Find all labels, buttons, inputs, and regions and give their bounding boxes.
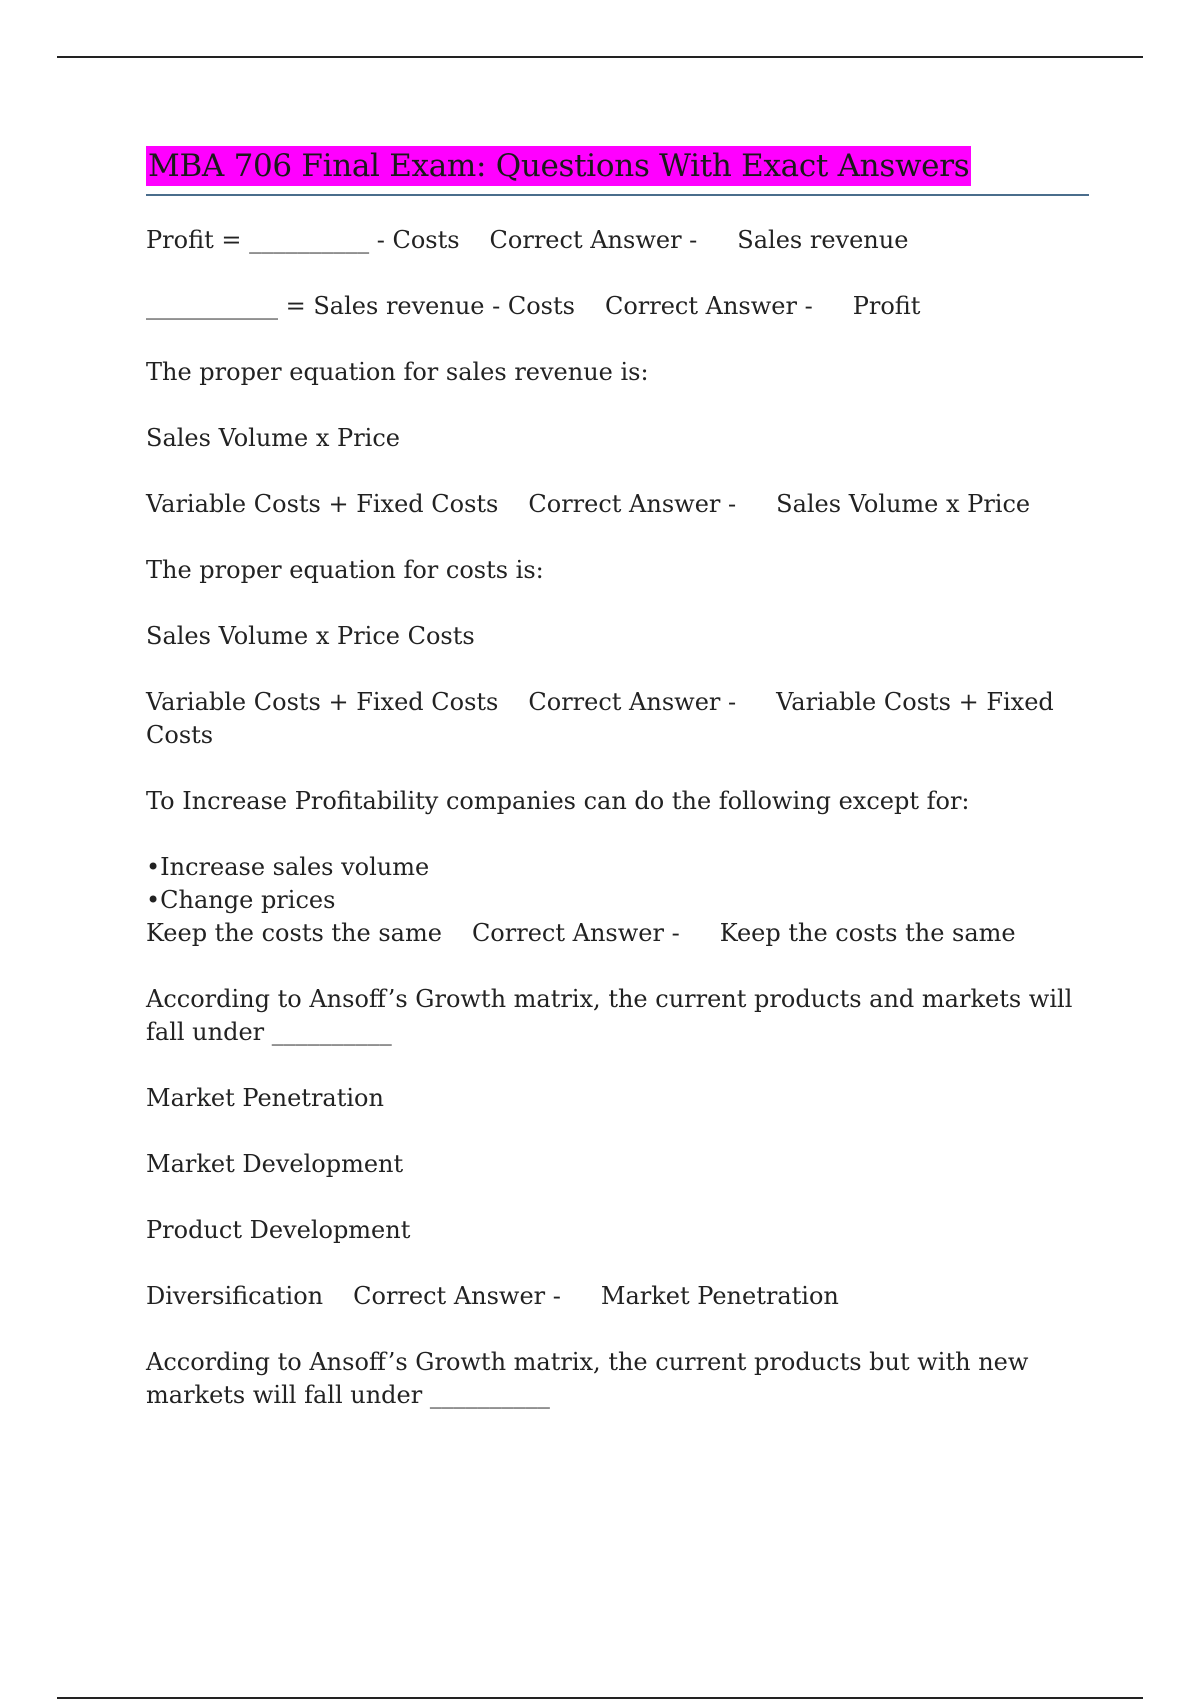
option-text: Sales Volume x Price Costs <box>146 622 475 650</box>
document-body <box>146 146 1089 1445</box>
answer-text: Sales Volume x Price <box>776 490 1031 518</box>
question-prompt: The proper equation for sales revenue is: <box>146 358 649 386</box>
question-text: Diversification <box>146 1282 324 1310</box>
qa-line <box>146 290 1089 323</box>
title-block <box>146 146 1089 196</box>
question-prompt: To Increase Profitability companies can do the following except for: <box>146 787 970 815</box>
answer-text: Market Penetration <box>600 1282 839 1310</box>
option-text: •Increase sales volume <box>146 853 430 881</box>
option-text: Sales Volume x Price <box>146 424 400 452</box>
answer-label: Correct Answer - <box>353 1282 561 1310</box>
option-text: Product Development <box>146 1216 411 1244</box>
question-prompt: According to Ansoff’s Growth matrix, the current products but with new markets will fall under __________ <box>146 1348 1029 1409</box>
option-text: Market Penetration <box>146 1084 384 1112</box>
question-text: Variable Costs + Fixed Costs <box>146 490 499 518</box>
question-text: Profit = __________ - Costs <box>146 226 460 254</box>
question-prompt: The proper equation for costs is: <box>146 556 544 584</box>
top-rule <box>57 56 1143 58</box>
question-text: ___________ = Sales revenue - Costs <box>146 292 575 320</box>
answer-text: Variable Costs + Fixed Costs <box>146 688 1054 749</box>
qa-line <box>146 224 1089 257</box>
option-block <box>146 851 1089 950</box>
question-text: Keep the costs the same <box>146 919 442 947</box>
option-text: •Change prices <box>146 886 336 914</box>
answer-label: Correct Answer - <box>604 292 813 320</box>
qa-line <box>146 686 1089 752</box>
answer-text: Profit <box>852 292 921 320</box>
qa-line <box>146 917 1089 950</box>
answer-label: Correct Answer - <box>528 688 737 716</box>
question-prompt: According to Ansoff’s Growth matrix, the current products and markets will fall under __________ <box>146 985 1073 1046</box>
bottom-rule <box>57 1697 1143 1699</box>
qa-line <box>146 1280 1089 1313</box>
answer-text: Sales revenue <box>737 226 909 254</box>
answer-label: Correct Answer - <box>489 226 698 254</box>
qa-line <box>146 488 1089 521</box>
answer-label: Correct Answer - <box>471 919 680 947</box>
answer-label: Correct Answer - <box>528 490 737 518</box>
question-text: Variable Costs + Fixed Costs <box>146 688 499 716</box>
option-text: Market Development <box>146 1150 404 1178</box>
answer-text: Keep the costs the same <box>719 919 1016 947</box>
page-title: MBA 706 Final Exam: Questions With Exact Answers <box>148 148 970 184</box>
